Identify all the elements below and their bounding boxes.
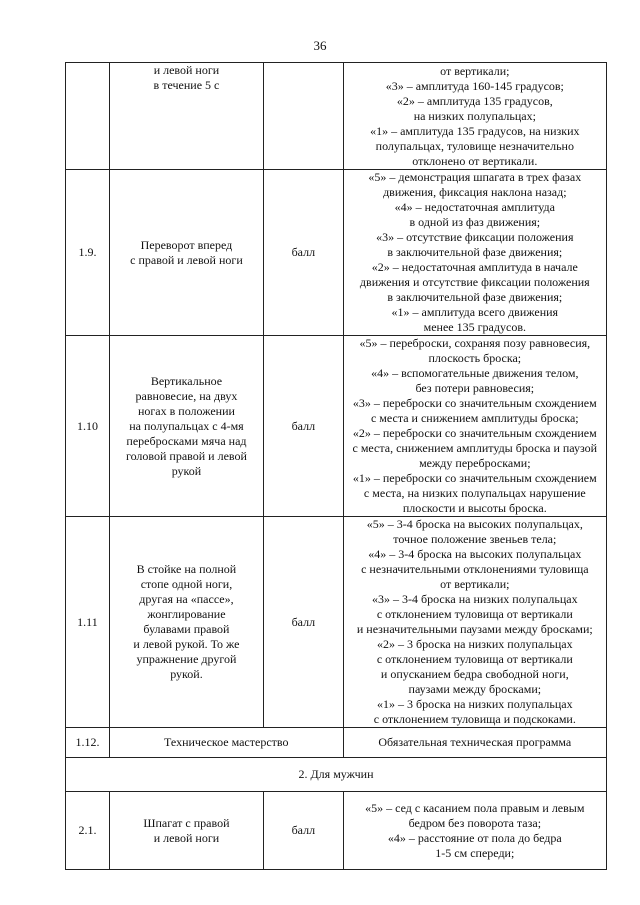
row-number: 1.9. bbox=[66, 170, 110, 336]
unit-cell: балл bbox=[264, 792, 344, 870]
row-number: 2.1. bbox=[66, 792, 110, 870]
table-row bbox=[66, 728, 607, 758]
criteria-description: «5» – демонстрация шпагата в трех фазах движения, фиксация наклона назад; «4» – недостаточная амплитуда в одной из фаз движения; «3» – отсутствие фиксации положения в заключительной фазе движения; «2» – недостаточная амплитуда в начале движения и отсутствие фиксации положения в заключительной фазе движения; «1» – амплитуда всего движения менее 135 градусов. bbox=[343, 170, 606, 336]
unit-cell: балл bbox=[264, 336, 344, 517]
table-row bbox=[66, 517, 607, 728]
row-number: 1.10 bbox=[66, 336, 110, 517]
table-row bbox=[66, 63, 607, 170]
criteria-description: «5» – сед с касанием пола правым и левым бедром без поворота таза; «4» – расстояние от пола до бедра 1-5 см спереди; bbox=[343, 792, 606, 870]
table-row bbox=[66, 336, 607, 517]
unit-cell: балл bbox=[264, 517, 344, 728]
row-number: 1.11 bbox=[66, 517, 110, 728]
exercise-name: Техническое мастерство bbox=[109, 728, 343, 758]
row-number: 1.12. bbox=[66, 728, 110, 758]
criteria-description: Обязательная техническая программа bbox=[343, 728, 606, 758]
row-number bbox=[66, 63, 110, 170]
table-row bbox=[66, 792, 607, 870]
exercise-name: В стойке на полной стопе одной ноги, другая на «пассе», жонглирование булавами правой и левой рукой. То же упражнение другой рукой. bbox=[109, 517, 263, 728]
table-row bbox=[66, 170, 607, 336]
section-header-row bbox=[66, 758, 607, 792]
exercise-name: и левой ноги в течение 5 с bbox=[109, 63, 263, 170]
exercise-name: Шпагат с правой и левой ноги bbox=[109, 792, 263, 870]
criteria-description: «5» – переброски, сохраняя позу равновесия, плоскость броска; «4» – вспомогательные движения телом, без потери равновесия; «3» – переброски со значительным схождением с места и снижением амплитуды броска; «2» – переброски со значительным схождением с места, снижением амплитуды броска и паузой между перебросками; «1» – переброски со значительным схождением с места, на низких полупальцах нарушение плоскости и высоты броска. bbox=[343, 336, 606, 517]
exercise-name: Переворот вперед с правой и левой ноги bbox=[109, 170, 263, 336]
criteria-description: «5» – 3-4 броска на высоких полупальцах, точное положение звеньев тела; «4» – 3-4 броска на высоких полупальцах с незначительными отклонениями туловища от вертикали; «3» – 3-4 броска на низких полупальцах с отклонением туловища от вертикали и незначительными паузами между бросками; «2» – 3 броска на низких полупальцах с отклонением туловища от вертикали и опусканием бедра свободной ноги, паузами между бросками; «1» – 3 броска на низких полупальцах с отклонением туловища и подскоками. bbox=[343, 517, 606, 728]
unit-cell: балл bbox=[264, 170, 344, 336]
unit-cell bbox=[264, 63, 344, 170]
criteria-description: от вертикали; «3» – амплитуда 160-145 градусов; «2» – амплитуда 135 градусов, на низких полупальцах; «1» – амплитуда 135 градусов, на низких полупальцах, туловище незначительно отклонено от вертикали. bbox=[343, 63, 606, 170]
criteria-table bbox=[65, 62, 607, 870]
section-title: 2. Для мужчин bbox=[66, 758, 607, 792]
exercise-name: Вертикальное равновесие, на двух ногах в положении на полупальцах с 4-мя перебросками мяча над головой правой и левой рукой bbox=[109, 336, 263, 517]
page-number: 36 bbox=[313, 38, 327, 53]
